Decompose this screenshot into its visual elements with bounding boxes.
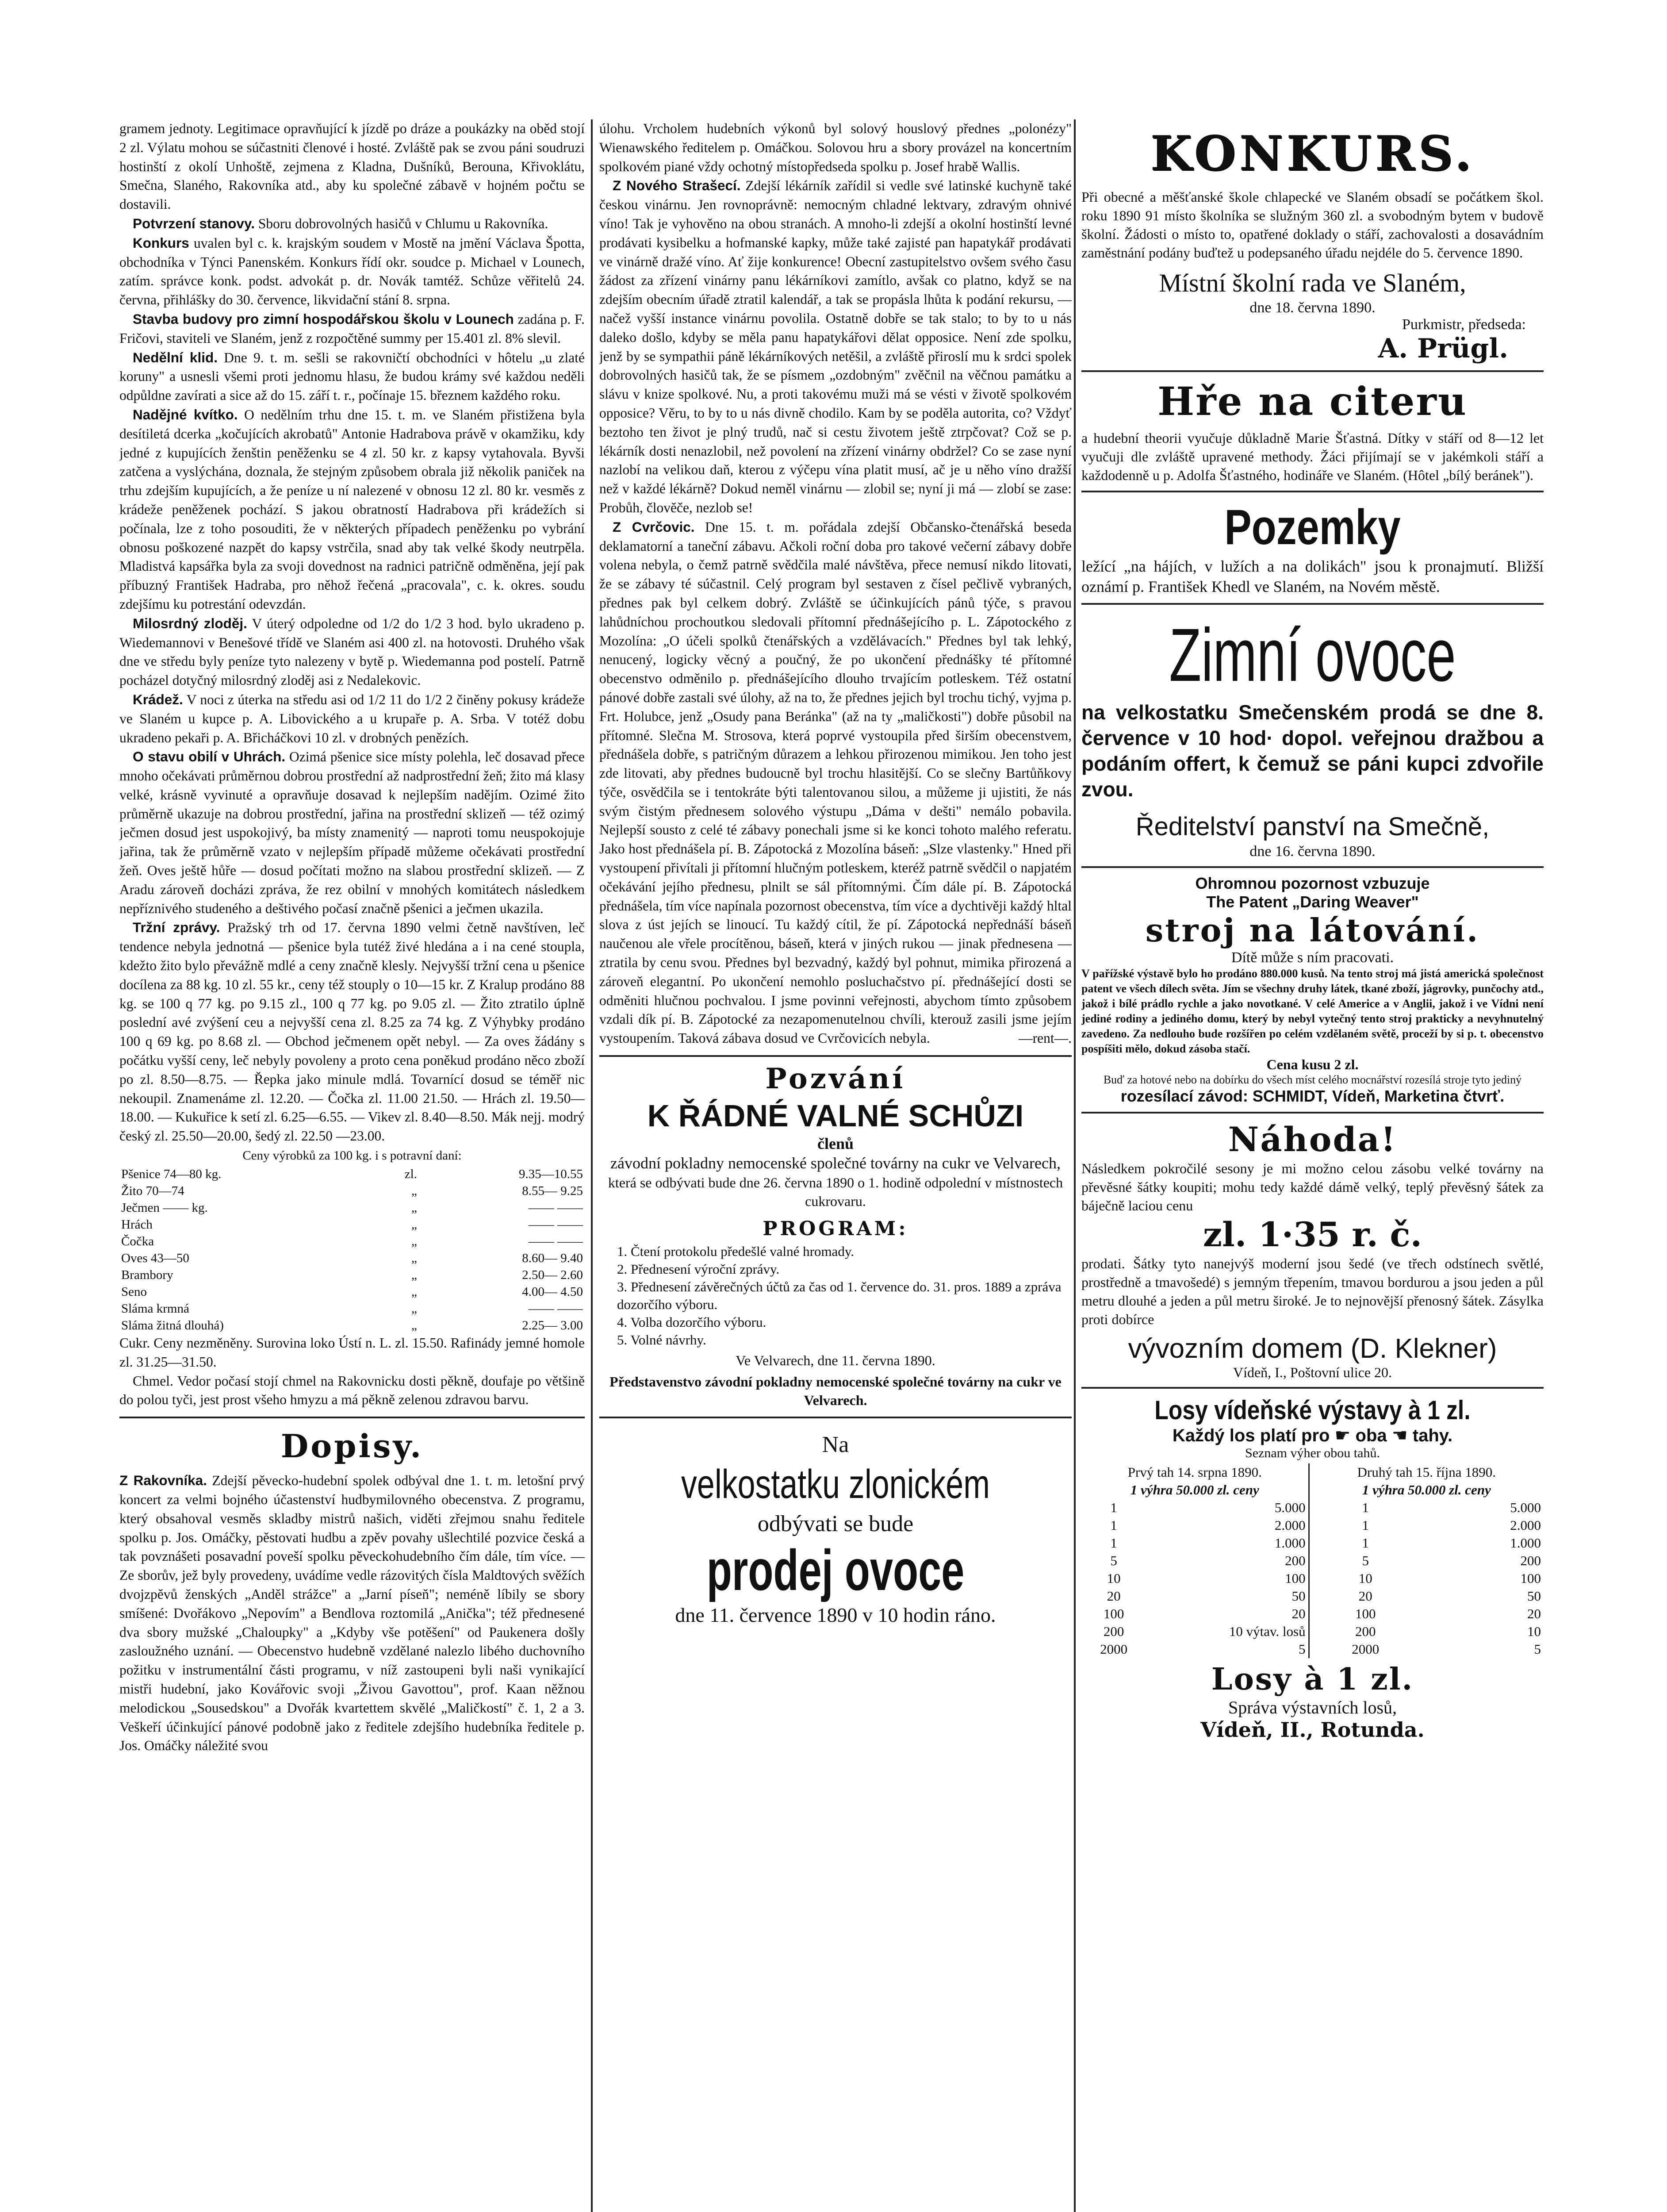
article-body: uvalen byl c. k. krajským soudem v Mostě na jmění Václava Špotta, obchodníka v Týnci Panenském. Konkurs řídí okr. soudce p. Michael v Lounech, zatím. správce konk. podst. advokát p. dr. Novák tamtéž. Schůze věřitelů 24. června, přihlášky do 30. července, likvidační stání 8. srpna. bbox=[119, 235, 585, 308]
article-body: zadána p. F. Fričovi, staviteli ve Slaném, jenž z rozpočtěné summy per 15.401 zl. 8% slevil. bbox=[119, 311, 585, 346]
table-row bbox=[119, 1199, 585, 1216]
table-cell: „ bbox=[411, 1201, 417, 1215]
ad-program-title: PROGRAM: bbox=[763, 1217, 908, 1240]
table-cell: 100 bbox=[1309, 1605, 1422, 1623]
ad-nahoda bbox=[1081, 1114, 1544, 1389]
ad-title: Náhoda! bbox=[1228, 1120, 1397, 1159]
table-cell: —— —— bbox=[528, 1302, 583, 1316]
table-row bbox=[119, 1267, 585, 1283]
ad-line: Purkmistr, předseda: bbox=[1402, 316, 1526, 333]
table-cell: 9.35—10.55 bbox=[519, 1167, 583, 1182]
ad-text: prodati. Šátky tyto nanejvýš moderní jsou šedé (ve třech odstínech světlé, prostředně a tmavošedé) s jemným třepením, tmavou bordurou a jsou jeden a půl metru dlouhé a jeden a půl metru široké. Je to nejnovější přenosný šátek. Zásylka proti dobírce bbox=[1081, 1256, 1544, 1327]
article-text: gramem jednoty. Legitimace opravňující k jízdě po dráze a poukázky na oběd stojí 2 zl. Výlatu mohou se súčastniti členové i hosté. Zvláště pak se zvou páni soudruzi hostinští z okolí Unhoště, zejmena z Kladna, Dušníků, Berouna, Křivoklátu, Smečna, Slaného, Rakovníka atd., aby ku společné zábavě v hojném počtu se dostavili. bbox=[119, 121, 585, 212]
table-row bbox=[1081, 1499, 1544, 1517]
table-cell: 200 bbox=[1309, 1623, 1422, 1640]
table-cell: „ bbox=[411, 1318, 417, 1333]
divider bbox=[119, 1417, 585, 1418]
ad-text: na velkostatku Smečenském prodá se dne 8. července v 10 hod· dopol. veřejnou dražbou a podáním offert, k čemuž se páni kupci zdvořile zvou. bbox=[1081, 701, 1544, 801]
table-cell: 4.00— 4.50 bbox=[522, 1285, 583, 1299]
article-heading: Tržní zprávy. bbox=[133, 919, 220, 936]
ad-line: rozesílací závod: SCHMIDT, Vídeň, Marketina čtvrť. bbox=[1120, 1087, 1505, 1105]
ad-title: stroj na látování. bbox=[1145, 911, 1480, 949]
ad-line: Buď za hotové nebo na dobírku do všech míst celého mocnářství rozesílá stroje tyto jediný bbox=[1103, 1073, 1522, 1086]
program-list bbox=[599, 1243, 1072, 1349]
ad-line: dne 18. června 1890. bbox=[1249, 300, 1376, 316]
table-row bbox=[119, 1233, 585, 1250]
divider bbox=[599, 1417, 1072, 1418]
article-text: úlohu. Vrcholem hudebních výkonů byl solový houslový přednes „polonézy" Wienawského ředitelem p. Omáčkou. Solovou hru a sbory provázel na koncertním spolkovém piané vždy ochotný místopředseda spolku p. Josef hrabě Wallis. bbox=[599, 121, 1072, 174]
column-3 bbox=[1081, 119, 1544, 2212]
ad-line: Vídeň, I., Poštovní ulice 20. bbox=[1233, 1364, 1392, 1380]
table-cell: „ bbox=[411, 1217, 417, 1232]
list-item: 2. Přednesení výroční zprávy. bbox=[617, 1261, 780, 1277]
table-cell: —— —— bbox=[528, 1201, 583, 1215]
table-cell: 2.50— 2.60 bbox=[522, 1268, 583, 1283]
table-row bbox=[119, 1250, 585, 1267]
ad-title: Pozvání bbox=[765, 1062, 906, 1096]
article bbox=[119, 234, 585, 310]
table-cell: 200 bbox=[1285, 1553, 1306, 1568]
article-heading: Nedělní klid. bbox=[133, 349, 218, 365]
ad-line: Ve Velvarech, dne 11. června 1890. bbox=[736, 1352, 935, 1369]
table-cell: Sláma žitná dlouhá) bbox=[121, 1318, 224, 1333]
article-heading: Milosrdný zloděj. bbox=[133, 615, 247, 631]
table-row bbox=[1081, 1570, 1544, 1587]
ad-line: Místní školní rada ve Slaném, bbox=[1159, 269, 1466, 297]
table-header: 1 výhra 50.000 zl. ceny bbox=[1309, 1481, 1544, 1499]
article-body: Pražský trh od 17. června 1890 velmi četně navštíven, leč tendence nebyla jednotná — pšenice byla tutéž živé hledána a i na cené stoupla, kdežto žito bylo převážně mdlé a ceny značně klesly. Nejvyšší tržní cena u pšenice docílena za 88 kg. 10 zl. 55 kr., ceny též stouply o 10—15 kr. Z Kralup prodáno 88 kg. se 100 q 77 kg. po 9.15 zl., 100 q 77 kg. po 9.05 zl. — Žito ztratilo úplně poslední avé zvýšení ceu a nejvyšší cena zl. 8.25 za 74 kg. Z Výhybky prodáno 100 q 69 kg. po 8.68 zl. — Obchod ječmenem opět nebyl. — Za oves žádány s počátku vyšší ceny, leč nebyly povoleny a proto cena poněkud prodáno něco zboží po zl. 8.50—8.75. — Řepka jako minule mdlá. Tovarnící dosud se téměř nic nekoupil. Znamenáme zl. 12.20. — Čočka zl. 11.00 21.50. — Hrách zl. 19.50—18.00. — Kukuřice k setí zl. 6.25—6.55. — Vikev zl. 8.40—8.50. Mák nejj. modrý český zl. 25.50—20.00, šedý zl. 22.50 —23.00. bbox=[119, 920, 585, 1144]
table-cell: 5.000 bbox=[1510, 1500, 1541, 1515]
list-item: 1. Čtení protokolu předešlé valné hromady. bbox=[617, 1244, 855, 1260]
table-cell: „ bbox=[411, 1285, 417, 1299]
table-cell: 8.55— 9.25 bbox=[522, 1184, 583, 1198]
column-1 bbox=[119, 119, 585, 2212]
table-row bbox=[1081, 1623, 1544, 1640]
table-cell: 1 bbox=[1110, 1535, 1117, 1551]
column-rule bbox=[1074, 119, 1076, 2212]
table-cell: „ bbox=[411, 1302, 417, 1316]
article bbox=[119, 690, 585, 747]
list-item: 4. Volba dozorčího výboru. bbox=[617, 1314, 766, 1330]
table-cell: 8.60— 9.40 bbox=[522, 1251, 583, 1266]
table-cell: 1.000 bbox=[1274, 1535, 1306, 1551]
ad-line: dne 16. června 1890. bbox=[1249, 843, 1376, 860]
ad-line: která se odbývati bude dne 26. června 1890 o 1. hodině odpolední v místnostech cukrovaru. bbox=[608, 1175, 1063, 1210]
ad-line: Dítě může s ním pracovati. bbox=[1231, 949, 1394, 966]
article bbox=[119, 214, 585, 234]
ad-text: Při obecné a měšťanské škole chlapecké ve Slaném obsadí se počátkem škol. roku 1890 91 místo školníka se služným 360 zl. a svobodným bytem v budově školní. Žádosti o místo to, opatřené doklady o stáří, zachovalosti a dosavádním zaměstnání podány buďtež u podepsaného úřadu nejdéle do 5. července 1890. bbox=[1081, 189, 1544, 261]
table-cell: 20 bbox=[1291, 1606, 1306, 1621]
article-body: Dne 9. t. m. sešli se rakovničtí obchodníci v hôtelu „u zlaté koruny" a usnesli všemi proti jednomu hlasu, že budou krámy své každou neděli odpůldne zavírati a sice až do 15. září t. r., počínaje 15. březnem každého roku. bbox=[119, 349, 585, 403]
ad-text: V pařížské výstavě bylo ho prodáno 880.000 kusů. Na tento stroj má jistá americká společnost patent ve všech dílech světa. Jím se všechny druhy látek, tkané zboží, jágrovky, punčochy atd., jakož i bílé prádlo rychle a jako novotkané. V celé Americe a v Anglii, jakož i ve Vídni není jediné rodiny a jediného domu, který by nebyl vytečný tento stroj prakticky a nevyhnutelný zavedeno. Za nedlouho bude rozšířen po celém vzdělaném světě, proceží by si p. t. obecenstvo pospíšiti mělo, dokud zásoba stačí. bbox=[1081, 967, 1544, 1055]
table-cell: 2.000 bbox=[1510, 1517, 1541, 1533]
article-body: Zdejší lékárník zařídil si vedle své latinské kuchyně také českou vinárnu. Jen rovnoprávně: nemocným chladné lektvary, zdravým ohnivé víno! Tak je vyhověno na obou stranách. A mnoho-li zdejší a okolní hostinští levné prodávati kysibelku a hofmanské kapky, může také zajisté pan hapatykář prodávati ve vinárně dražé víno. Ať žije konkurence! Obecní zastupitelstvo ovšem svého času žádost za zřízení vinárny panu lékárníkovi zamítlo, avšak co platno, když se na zdejším obecním úřadě ztratil kalendář, a tak se propásla lhůta k podání rekursu, — načež vyšší instance vinárnu povolila. Ostatně dobře se tak stalo; to by to u nás daleko došlo, kdyby se měla panu hapatykářovi dělat opposice. Není zde spolku, jenž by se sympathii páně lékárníkových netěšil, a zvláště přiroslí mu k srdci spolek dobrovolných hasičů tak, že se písmem „ozdobným" zvěčnil na věčnou památku a slávu v knize spolkové. Nu, a proti takovému muži má se vésti v životě spolkovém opposice? Věru, to by to u nás divně chodilo. Kam by se poděla autorita, co? Vždyť beztoho ten život je plný trudů, nač si cestu životem ještě ztrpčovat? Což se p. lékárník dosti nenazlobil, než povolení na zřízení vinárny obdržel? Co se zase nyní nazlobí na velikou daň, kterou z výčepu vína platit musí, ač je u něho víno dražší než v každé lékárně? Dokud neměl vinárnu — zlobil se; nyní ji má — zlobí se zase: Probůh, člověče, nezlob se! bbox=[599, 178, 1072, 515]
ad-losy bbox=[1081, 1389, 1544, 1742]
table-cell: Žito 70—74 bbox=[121, 1184, 184, 1198]
ad-line: závodní pokladny nemocenské společné továrny na cukr ve Velvarech, bbox=[610, 1154, 1061, 1172]
article-text: Chmel. Vedor počasí stojí chmel na Rakovnicku dosti pěkně, doufaje po většině do polou tyči, jest prost všeho hmyzu a má pěkně zelenou zdravou barvu. bbox=[119, 1373, 585, 1408]
table-cell: —— —— bbox=[528, 1234, 583, 1249]
table-row bbox=[119, 1283, 585, 1300]
ad-pozvani bbox=[599, 1062, 1072, 1409]
ad-line: Představenstvo závodní pokladny nemocenské společné továrny na cukr ve Velvarech. bbox=[609, 1374, 1062, 1409]
article-heading: Z Nového Strašecí. bbox=[613, 177, 741, 194]
table-cell: Brambory bbox=[121, 1268, 173, 1283]
ad-headline: prodej ovoce bbox=[706, 1538, 965, 1603]
table-cell: 10 bbox=[1309, 1570, 1422, 1587]
table-cell: 5 bbox=[1309, 1552, 1422, 1570]
list-item: 5. Volné návrhy. bbox=[617, 1332, 706, 1348]
table-cell: Čočka bbox=[121, 1234, 154, 1249]
article bbox=[119, 405, 585, 614]
table-cell: Sláma krmná bbox=[121, 1302, 189, 1316]
price-table-title: Ceny výrobků za 100 kg. i s potravní daní: bbox=[242, 1148, 462, 1163]
table-cell: „ bbox=[411, 1251, 417, 1266]
article-body: V úterý odpoledne od 1/2 do 1/2 3 hod. bylo ukradeno p. Wiedemannovi v Benešové třídě ve Slaném asi 400 zl. na hotovosti. Druhého však dne ve středu byly peníze tyto nalezeny v bytě p. Wiedemanna pod postelí. Patrně pocházel dotyčný milosrdný zloděj asi z Nedalekovic. bbox=[119, 615, 585, 688]
ad-title: KONKURS. bbox=[1150, 126, 1475, 181]
ad-line: Vídeň, II., Rotunda. bbox=[1200, 1718, 1425, 1742]
ad-line: vývozním domem (D. Klekner) bbox=[1128, 1333, 1497, 1364]
table-header: 1 výhra 50.000 zl. ceny bbox=[1130, 1482, 1259, 1498]
article-body: V noci z úterka na středu asi od 1/2 11 do 1/2 2 činěny pokusy krádeže ve Slaném u kupce p. A. Libovického a u krupaře p. A. Srba. V totéž dobu ukradeno pekaři p. A. Břicháčkovi 10 zl. v drobných penězích. bbox=[119, 691, 585, 745]
table-cell: 10 výtav. losů bbox=[1229, 1624, 1306, 1639]
table-cell: 2000 bbox=[1100, 1641, 1128, 1657]
table-header: Druhý tah 15. října 1890. bbox=[1309, 1463, 1544, 1481]
table-cell: 2.25— 3.00 bbox=[522, 1318, 583, 1333]
ad-stroj bbox=[1081, 868, 1544, 1114]
ad-konkurs bbox=[1081, 119, 1544, 372]
table-cell: 1.000 bbox=[1510, 1535, 1541, 1551]
table-cell: 200 bbox=[1103, 1624, 1124, 1639]
table-row bbox=[119, 1166, 585, 1183]
ad-text: Následkem pokročilé sesony je mi možno celou zásobu velké továrny na převěsné šátky koupiti; mohu tedy každé dámě velký, teplý převěsný šátek za báječně laciou cenu bbox=[1081, 1160, 1544, 1214]
lottery-table bbox=[1081, 1463, 1544, 1658]
article-heading: Stavba budovy pro zimní hospodářskou školu v Lounech bbox=[133, 311, 514, 327]
ad-line: členů bbox=[817, 1135, 854, 1153]
article-body: Ozimá pšenice sice místy polehla, leč dosavad přece mnoho očekávati průměrnou dobrou prostřední až nadprostřední žeň; žito má klasy velké, krásně vyvinuté a opravňuje dosavad k nejlepším nadějím. Ozimé žito průměrně ukazuje na dobrou prostřední, jařina na prostřední sklizeň — též ozimý ječmen dosud jest uspokojivý, ba místy znamenitý — naproti tomu neuspokojuje jařina, tak že průměrně vzato v nejlepším případě můžeme očekávati prostřední žeň. Oves ještě hůře — dosud počítati možno na slabou prostřední sklizeň. — Z Aradu zároveň docházi zpráva, že rez obilní v mnohých komitátech následkem nepříznivého studeného a deštivého počasí značně pšenici a ječmen ukazila. bbox=[119, 749, 585, 916]
table-cell: „ bbox=[411, 1234, 417, 1249]
table-row bbox=[119, 1216, 585, 1233]
list-item: 3. Přednesení závěrečných účtů za čas od 1. července do. 31. pros. 1889 a zpráva dozorčího výboru. bbox=[617, 1279, 1062, 1313]
column-rule bbox=[591, 119, 593, 2212]
ad-prodej-ovoce bbox=[599, 1432, 1072, 1627]
ad-line: dne 11. července 1890 v 10 hodin ráno. bbox=[675, 1604, 996, 1627]
article-heading: Z Cvrčovic. bbox=[613, 518, 695, 535]
table-header: Prvý tah 14. srpna 1890. bbox=[1127, 1464, 1262, 1480]
ad-citera bbox=[1081, 372, 1544, 492]
table-cell: 20 bbox=[1309, 1587, 1422, 1605]
article bbox=[119, 348, 585, 405]
signature: —rent—. bbox=[1019, 1030, 1072, 1046]
table-row bbox=[1081, 1587, 1544, 1605]
table-row bbox=[1081, 1605, 1544, 1623]
article bbox=[119, 1471, 585, 1755]
ad-line: Cena kusu 2 zl. bbox=[1266, 1056, 1359, 1072]
article bbox=[119, 614, 585, 690]
column-2 bbox=[599, 119, 1072, 2212]
ad-pozemky bbox=[1081, 492, 1544, 605]
article bbox=[119, 747, 585, 918]
article bbox=[599, 518, 1072, 1048]
ad-line: Ohromnou pozornost vzbuzuje bbox=[1195, 874, 1430, 892]
ad-price: zl. 1·35 r. č. bbox=[1203, 1215, 1422, 1254]
table-cell: „ bbox=[411, 1268, 417, 1283]
ad-title: Losy vídeňské výstavy à 1 zl. bbox=[1154, 1395, 1471, 1425]
table-row bbox=[1081, 1640, 1544, 1658]
table-row bbox=[1081, 1534, 1544, 1552]
ad-title: Zimní ovoce bbox=[1169, 613, 1456, 697]
table-cell: —— —— bbox=[528, 1217, 583, 1232]
ad-line: The Patent „Daring Weaver" bbox=[1206, 893, 1419, 911]
divider bbox=[599, 1055, 1072, 1057]
table-row bbox=[1081, 1552, 1544, 1570]
table-cell: 5 bbox=[1534, 1641, 1541, 1657]
ad-text: ležící „na hájích, v lužích a na dolikách" jsou k pronajmutí. Bližší oznámí p. František Khedl ve Slaném, na Novém městě. bbox=[1081, 557, 1544, 595]
table-cell: 5 bbox=[1110, 1553, 1117, 1568]
table-row bbox=[119, 1183, 585, 1199]
table-cell: Seno bbox=[121, 1285, 147, 1299]
table-cell: 20 bbox=[1107, 1588, 1121, 1604]
ad-line: Na bbox=[822, 1432, 849, 1458]
ad-line: Ředitelství panství na Smečně, bbox=[1135, 812, 1490, 841]
table-cell: 5 bbox=[1299, 1641, 1306, 1657]
table-row bbox=[119, 1317, 585, 1334]
article-body: Sboru dobrovolných hasičů v Chlumu u Rakovníka. bbox=[258, 215, 548, 231]
article-body: O nedělním trhu dne 15. t. m. ve Slaném přistižena byla desítiletá dcerka „kočujících akrobatů" Antonie Hadrabova právě v okamžiku, kdy jedné z kupujících ženštin peněženku se 4 zl. 50 kr. z kapsy vytahovala. Byvši zatčena a vyslýchána, doznala, že stejným způsobem obrala již několik paniček na trhu zdejším kupujících, a že peníze u ní nalezené v obnosu 12 zl. 80 kr. vesměs z krádeže peněženek pochází. S jakou obratností Hadrabova při krádežích si počínala, lze z toho posouditi, že v některých případech peněženku po vybrání obnosu poškozené nazpět do kapsy vstrčila, snad aby tak velké škody neutrpěla. Mladistvá kapsářka byla za svoji dovednost na radnici patričně odměněna, její pak příbuzný František Hadraba, pro něhož řečená „pracovala", c. k. okres. soudu zdejšímu ku potrestání odevzdán. bbox=[119, 407, 585, 612]
article-body: Zdejší pěvecko-hudební spolek odbýval dne 1. t. m. letošní prvý koncert za velmi bojného účastenství hudbymilovného obecenstva. Z programu, který obsahoval vesměs skladby mistrů našich, viděti zřejmou snahu ředitele spolku p. Jos. Omáčky, pěstovati hudbu a zpěv povahy ušlechtilé pozvice česká a tak povznášeti posavadní poveší spolku pěveckohudebního čím dále, tím více. — Ze sborův, jež byly provedeny, uvádíme vedle rázovitých čísla Maldtových svěžích dvojzpěvů ženských „Anděl strážce" a „Jarní píseň"; neméně líbily se sbory smíšené: Dvořákovo „Nepovím" a Bendlova roztomilá „Anička"; též přednesené dva sbory mužské „Chaloupky" a „Kdyby vše potěšení" od Paukenera došly zasloužného uznání. — Obecenstvo hudebně vzdělané nalezlo libého duchovního požitku v instrumentální části programu, v níž zastoupeni byli naši vynikající mistři hudební, jako Kovářovic svoji „Živou Gavottou", prof. Kaan něžnou melodickou „Sousedskou" a Dvořák kvartettem skvělé „Maličkostí" č. 1, 2 a 3. Veškeří účinkující pánové podobně jako z ředitele zdejšího hudebníka ředitele p. Jos. Omáčky náležité svou bbox=[119, 1473, 585, 1754]
article-heading: Krádež. bbox=[133, 691, 183, 707]
ad-line: Seznam výher obou tahů. bbox=[1245, 1446, 1380, 1460]
ad-title: Hře na citeru bbox=[1157, 378, 1468, 424]
table-cell: 10 bbox=[1527, 1624, 1541, 1639]
table-cell: Pšenice 74—80 kg. bbox=[121, 1167, 222, 1182]
table-cell: 1 bbox=[1309, 1534, 1422, 1552]
article bbox=[599, 176, 1072, 517]
ad-headline: velkostatku zlonickém bbox=[681, 1462, 990, 1507]
table-cell: 1 bbox=[1110, 1500, 1117, 1515]
price-table bbox=[119, 1166, 585, 1334]
article-body: Dne 15. t. m. pořádala zdejší Občansko-čtenářská beseda deklamatorní a taneční zábavu. Ačkoli roční doba pro takové večerní zábavy dobře volena nebyla, o čemž patrně svědčila malé návštěva, přece nemusí nikdo litovati, že se zábavy té súčastnil. Celý program byl sestaven z čísel pečlivě vybraných, přednes pak byl celkem dobrý. Zvláště se účinkujících pánů týče, s pravou lahůdníchou prochoutkou sledovali přítomní přednášejícího p. L. Zápotockého z Mozolína: „O účeli spolků čtenářských a vzdělávacích." Přednes byl tak lehký, nenucený, logicky věcný a poučný, že po ukončení přednášky té přítomné obecenstvo odměnilo p. přednášejícího dlouho trvajícím potleskem. Též ostatní pánové dobře zastali své úlohy, až na to, že přednes jejich byl trochu tichý, vyjma p. Frt. Holubce, jenž „Osudy pana Beránka" (až na ty „maličkosti") dobře působil na přítomné. Slečna M. Strosova, která poprvé vystoupila před širším obecenstvem, přednášela dobře, s patričným důrazem a lehkou přirozenou mimikou. Jen toho jest zde litovati, aby přednes budoucně byl trochu hlasitější. Co se slečny Bartůňkovy týče, osvědčila se i tentokráte býti talentovanou silou, a můžeme ji ujistiti, že nás svým čistým přednesem solového výstupu „Dáma v dešti" nemálo pobavila. Nejlepší sousto z celé té zábavy ponechali jsme si ke konci tohoto malého referatu. Jako host přednášela pí. B. Zápotocká z Mozolína báseň: „Slze vlastenky." Hned při vystoupení přivítali ji přítomní hlučným potleskem, kteréž patrně svědčil o napjatém očekávání jejího přednesu, plnilt se sál přítomnými. Čím dále pí. B. Zápotocká přednášela, tím více napínala pozornost obecenstva, tím více a dychtivěji každý hltal slova z úst jejích se linoucí. Tu každý cítil, že pí. Zápotocká nepřednáší báseň naučenou ale vřele procítěnou, báseň, která v jiných rukou — jinak přednesena — ztratila by cenu svou. Přednes byl bezvadný, každý byl pohnut, mimika přirozená a zároveň elegantní. Po ukončení nemohlo posluchačstvo pí. přednášející dosti se odměniti hlučnou pochvalou. I jsme povinni veřejnosti, abychom tímto způsobem vzdali dík pí. B. Zápotocké za nezapomenutelnou chvíli, kterouž zasili jsme jejím vystoupením. Taková zábava dosud ve Cvrčovicích nebyla. bbox=[599, 519, 1072, 1046]
table-cell: 200 bbox=[1520, 1553, 1541, 1568]
table-cell: 20 bbox=[1527, 1606, 1541, 1621]
table-cell: 1 bbox=[1309, 1499, 1422, 1517]
table-cell: 100 bbox=[1520, 1571, 1541, 1586]
table-cell: 5.000 bbox=[1274, 1500, 1306, 1515]
article-heading: Potvrzení stanovy. bbox=[133, 215, 255, 231]
table-cell: 10 bbox=[1107, 1571, 1121, 1586]
article-heading: Nadějné kvítko. bbox=[133, 406, 238, 422]
table-cell: Hrách bbox=[121, 1217, 153, 1232]
ad-signature: A. Prügl. bbox=[1378, 333, 1508, 364]
article-heading: Konkurs bbox=[133, 234, 189, 251]
ad-zimni-ovoce bbox=[1081, 605, 1544, 868]
section-title-dopisy: Dopisy. bbox=[280, 1427, 424, 1465]
table-cell: 1 bbox=[1309, 1517, 1422, 1534]
table-cell: 50 bbox=[1527, 1588, 1541, 1604]
ad-text: a hudební theorii vyučuje důkladně Marie Šťastná. Dítky v stáří od 8—12 let vyučuji dle zvláště upravené methody. Žáci přijímají se v jakémkoli stáří a každodenně u p. Adolfa Šťastného, hodináře ve Slaném. (Hôtel „bílý beránek"). bbox=[1081, 430, 1544, 483]
table-cell: Ječmen —— kg. bbox=[121, 1201, 208, 1215]
article bbox=[119, 310, 585, 348]
table-row bbox=[119, 1300, 585, 1317]
article-heading: Z Rakovníka. bbox=[119, 1472, 207, 1489]
ad-title: Pozemky bbox=[1224, 499, 1401, 555]
table-cell: zl. bbox=[404, 1167, 417, 1182]
article-text: Cukr. Ceny nezměněny. Surovina loko Ústí n. L. zl. 15.50. Rafinády jemné homole zl. 31.25—31.50. bbox=[119, 1335, 585, 1370]
table-cell: 100 bbox=[1103, 1606, 1124, 1621]
table-cell: 50 bbox=[1291, 1588, 1306, 1604]
table-row bbox=[1081, 1517, 1544, 1534]
article-heading: O stavu obilí v Uhrách. bbox=[133, 749, 286, 765]
ad-title: Losy à 1 zl. bbox=[1211, 1662, 1414, 1697]
table-cell: 2000 bbox=[1309, 1640, 1422, 1658]
table-cell: Oves 43—50 bbox=[121, 1251, 189, 1266]
ad-line: Každý los platí pro ☛ oba ☚ tahy. bbox=[1172, 1426, 1453, 1445]
table-cell: 1 bbox=[1110, 1517, 1117, 1533]
table-cell: „ bbox=[411, 1184, 417, 1198]
table-cell: 100 bbox=[1285, 1571, 1306, 1586]
ad-line: Správa výstavních losů, bbox=[1228, 1697, 1397, 1717]
table-cell: 2.000 bbox=[1274, 1517, 1306, 1533]
ad-line: odbývati se bude bbox=[757, 1511, 914, 1537]
ad-headline: K ŘÁDNÉ VALNÉ SCHŮZI bbox=[647, 1098, 1024, 1133]
article bbox=[119, 918, 585, 1146]
